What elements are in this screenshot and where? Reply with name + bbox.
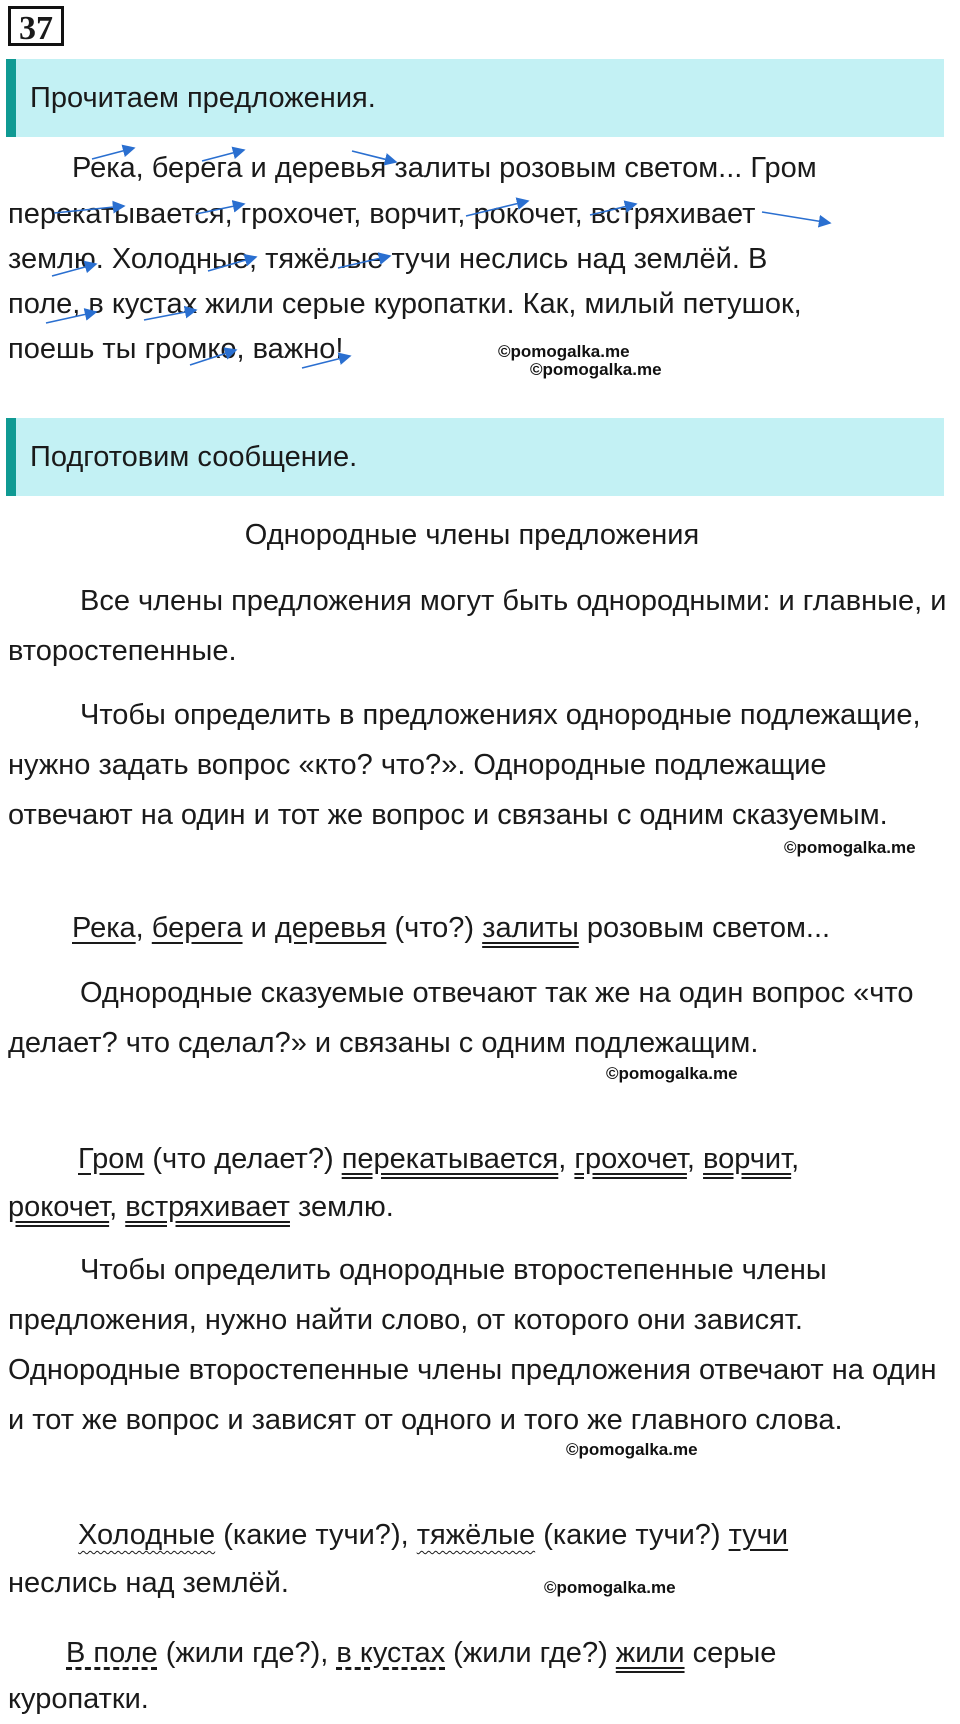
example-subjects: Река, берега и деревья (что?) залиты розовым светом...: [72, 912, 831, 944]
arrow-8: [762, 212, 830, 223]
underlined-subject: Гром: [78, 1143, 145, 1175]
dashed-underlined-circumstance: в кустах: [336, 1637, 446, 1669]
underlined-subject: деревья: [274, 912, 387, 944]
underlined-subject: Река: [72, 912, 136, 944]
example-predicates-line1: Гром (что делает?) перекатывается, грохочет, ворчит,: [78, 1143, 800, 1175]
paragraph-predicates: Однородные сказуемые отвечают так же на один вопрос «что делает? что сделал?» и связаны с одним подлежащим.: [8, 977, 914, 1059]
wavy-underlined-attribute: Холодные: [78, 1519, 216, 1551]
section-report-title: Подготовим сообщение.: [30, 441, 358, 473]
text1-line5: поешь ты громко, важно!: [8, 333, 344, 365]
underlined-subject: тучи: [728, 1519, 789, 1551]
watermark: ©pomogalka.me: [530, 360, 662, 379]
example-circumstances-line1: В поле (жили где?), в кустах (жили где?) жили серые: [66, 1637, 777, 1669]
watermark: ©pomogalka.me: [498, 342, 630, 361]
report-heading: Однородные члены предложения: [244, 519, 700, 551]
paragraph-subjects: Чтобы определить в предложениях однородные подлежащие, нужно задать вопрос «кто? что?». Однородные подлежащие отвечают на один и тот же вопрос и связаны с одним сказуемым.: [8, 699, 921, 831]
example-attributes-line1: Холодные (какие тучи?), тяжёлые (какие тучи?) тучи: [78, 1519, 789, 1551]
paragraph-secondary: Чтобы определить однородные второстепенные члены предложения, нужно найти слово, от которого они зависят. Однородные второстепенные члены предложения отвечают на один и тот же вопрос и зависят от одного и того же главного слова.: [8, 1254, 937, 1436]
text1-line4: поле, в кустах жили серые куропатки. Как, милый петушок,: [8, 288, 802, 320]
underlined-predicate: залиты: [482, 912, 579, 944]
wavy-underlined-attribute: тяжёлые: [416, 1519, 536, 1551]
underlined-predicate: жили: [615, 1637, 685, 1669]
text1-line2: перекатывается, грохочет, ворчит, рокочет, встряхивает: [8, 198, 756, 230]
watermark: ©pomogalka.me: [544, 1578, 676, 1597]
section-read-header: [6, 59, 944, 137]
watermark: ©pomogalka.me: [606, 1064, 738, 1083]
watermark: ©pomogalka.me: [784, 838, 916, 857]
underlined-subject: берега: [151, 912, 243, 944]
exercise-number: 37: [8, 6, 64, 46]
text1-line1: Река, берега и деревья залиты розовым светом... Гром: [72, 152, 817, 184]
example-circumstances-line2: куропатки.: [8, 1683, 149, 1715]
underlined-predicate: ворчит: [703, 1143, 792, 1175]
watermark: ©pomogalka.me: [566, 1440, 698, 1459]
text1-line3: землю. Холодные, тяжёлые тучи неслись над землёй. В: [8, 243, 768, 275]
example-attributes-line2: неслись над землёй.: [8, 1567, 289, 1599]
underlined-predicate: перекатывается: [341, 1143, 559, 1175]
underlined-predicate: грохочет: [574, 1143, 687, 1175]
dashed-underlined-circumstance: В поле: [66, 1637, 158, 1669]
paragraph-all-members: Все члены предложения могут быть однородными: и главные, и второстепенные.: [8, 585, 947, 667]
underlined-predicate: встряхивает: [125, 1191, 290, 1223]
example-predicates-line2: рокочет, встряхивает землю.: [8, 1191, 394, 1223]
section-read-title: Прочитаем предложения.: [30, 82, 376, 114]
section-report-header: [6, 418, 944, 496]
underlined-predicate: рокочет: [8, 1191, 110, 1223]
